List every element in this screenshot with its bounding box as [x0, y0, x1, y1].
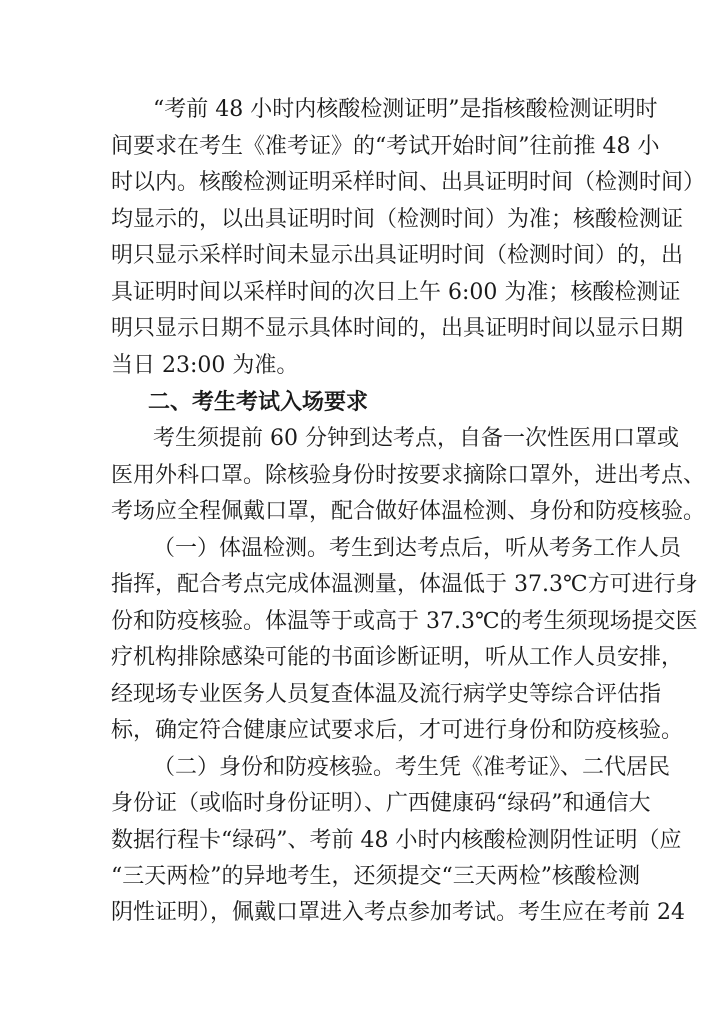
paragraph-line: 具证明时间以采样时间的次日上午 6:00 为准；核酸检测证: [111, 280, 681, 305]
paragraph-line: 考场应全程佩戴口罩，配合做好体温检测、身份和防疫核验。: [111, 499, 706, 524]
paragraph-line: 经现场专业医务人员复查体温及流行病学史等综合评估指: [111, 682, 662, 707]
paragraph-line: 标，确定符合健康应试要求后，才可进行身份和防疫核验。: [111, 718, 684, 743]
paragraph-line: （一）体温检测。考生到达考点后，听从考务工作人员: [153, 536, 682, 561]
paragraph-line: “三天两检”的异地考生，还须提交“三天两检”核酸检测: [111, 864, 640, 889]
paragraph-line: “考前 48 小时内核酸检测证明”是指核酸检测证明时: [153, 97, 658, 122]
paragraph-line: 间要求在考生《准考证》的“考试开始时间”往前推 48 小: [111, 134, 660, 159]
paragraph-line: 明只显示日期不显示具体时间的，出具证明时间以显示日期: [111, 316, 684, 341]
section-heading: 二、考生考试入场要求: [148, 390, 369, 415]
paragraph-line: 份和防疫核验。体温等于或高于 37.3℃的考生须现场提交医: [111, 609, 698, 634]
paragraph-line: 均显示的，以出具证明时间（检测时间）为准；核酸检测证: [111, 207, 684, 232]
paragraph-line: 时以内。核酸检测证明采样时间、出具证明时间（检测时间）: [111, 170, 706, 195]
paragraph-line: 阴性证明），佩戴口罩进入考点参加考试。考生应在考前 24: [111, 900, 685, 925]
paragraph-line: 当日 23:00 为准。: [111, 353, 299, 378]
paragraph-line: （二）身份和防疫核验。考生凭《准考证》、二代居民: [153, 755, 671, 780]
paragraph-line: 数据行程卡“绿码”、考前 48 小时内核酸检测阴性证明（应: [111, 828, 682, 853]
paragraph-line: 身份证（或临时身份证明）、广西健康码“绿码”和通信大: [111, 791, 651, 816]
paragraph-line: 明只显示采样时间未显示出具证明时间（检测时间）的，出: [111, 243, 684, 268]
paragraph-line: 考生须提前 60 分钟到达考点，自备一次性医用口罩或: [153, 426, 679, 451]
paragraph-line: 疗机构排除感染可能的书面诊断证明，听从工作人员安排，: [111, 645, 684, 670]
paragraph-line: 医用外科口罩。除核验身份时按要求摘除口罩外，进出考点、: [111, 463, 706, 488]
paragraph-line: 指挥，配合考点完成体温测量，体温低于 37.3℃方可进行身: [111, 572, 698, 597]
